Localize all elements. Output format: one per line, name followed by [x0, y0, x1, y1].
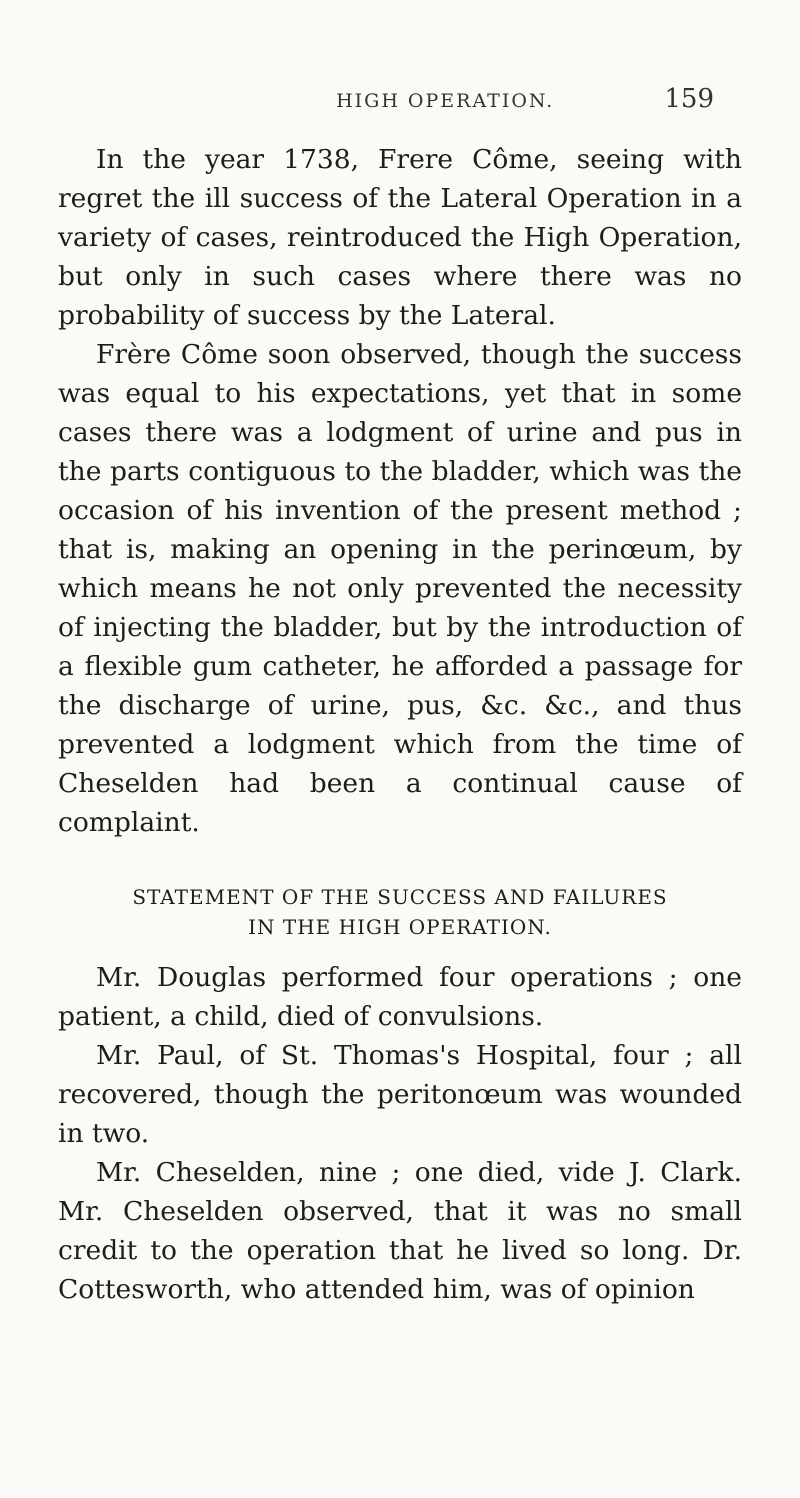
page-number: 159 [664, 84, 714, 114]
running-head: HIGH OPERATION. [336, 90, 555, 112]
section-heading-line-2: IN THE HIGH OPERATION. [248, 915, 552, 939]
paragraph-2: Frère Côme soon observed, though the success was equal to his expectations, yet that in some cases there was a lodgment of urine and pus in the parts contiguous to the bladder, which was the occasion of his invention of the present method ; that is, making an opening in the perinœum, by which means he not only prevented the necessity of injecting the bladder, but by the introduction of a flexible gum catheter, he afforded a passage for the discharge of urine, pus, &c. &c., and thus prevented a lodgment which from the time of Cheselden had been a continual cause of complaint. [58, 339, 742, 838]
section-heading [58, 882, 742, 942]
section-heading-line-1: STATEMENT OF THE SUCCESS AND FAILURES [132, 885, 668, 909]
paragraph-1: In the year 1738, Frere Côme, seeing with regret the ill success of the Lateral Operation in a variety of cases, reintroduced the High Operation, but only in such cases where there was no probability of success by the Lateral. [58, 144, 742, 331]
entry-douglas: Mr. Douglas performed four operations ; one patient, a child, died of convulsions. [58, 962, 742, 1032]
page-header [58, 84, 742, 140]
entry-cheselden: Mr. Cheselden, nine ; one died, vide J. Clark. Mr. Cheselden observed, that it was no small credit to the operation that he lived so long. Dr. Cottesworth, who attended him, was of opinion [58, 1157, 742, 1305]
entry-paul: Mr. Paul, of St. Thomas's Hospital, four ; all recovered, though the peritonœum was wounded in two. [58, 1040, 742, 1149]
